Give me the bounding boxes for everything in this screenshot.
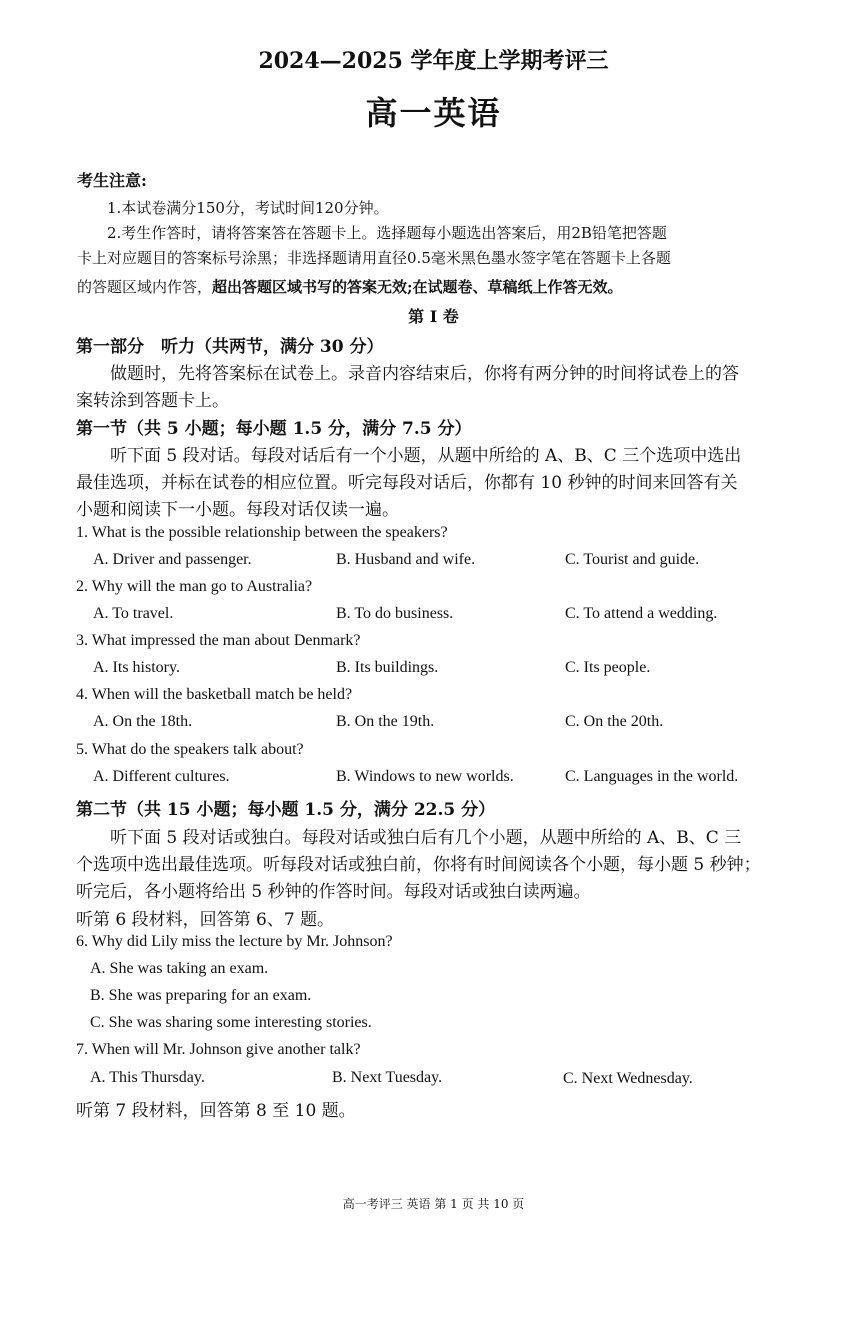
question-1-option-c: C. Tourist and guide. bbox=[565, 551, 700, 568]
question-6-option-a: A. She was taking an exam. bbox=[90, 960, 269, 977]
question-2-option-c: C. To attend a wedding. bbox=[565, 605, 718, 622]
notice-item-2-line-1: 2.考生作答时，请将答案答在答题卡上。选择题每小题选出答案后，用2B铅笔把答题 bbox=[107, 224, 667, 242]
material-7-instruction: 听第 7 段材料，回答第 8 至 10 题。 bbox=[76, 1101, 356, 1121]
question-1: 1. What is the possible relationship between the speakers? bbox=[76, 524, 448, 541]
notice-item-2-line-2: 卡上对应题目的答案标号涂黑；非选择题请用直径0.5毫米黑色墨水签字笔在答题卡上各题 bbox=[77, 249, 671, 267]
section2-intro-line-3: 听完后，各小题将给出 5 秒钟的作答时间。每段对话或独白读两遍。 bbox=[76, 882, 591, 902]
section2-intro-line-2: 个选项中选出最佳选项。听每段对话或独白前，你将有时间阅读各个小题，每小题 5 秒钟； bbox=[76, 855, 761, 875]
question-3-option-b: B. Its buildings. bbox=[336, 659, 439, 676]
volume-label: 第 I 卷 bbox=[408, 307, 459, 326]
section1-heading: 第一节（共 5 小题；每小题 1.5 分，满分 7.5 分） bbox=[76, 419, 472, 439]
question-7-option-c: C. Next Wednesday. bbox=[563, 1070, 693, 1087]
question-7-option-a: A. This Thursday. bbox=[90, 1069, 205, 1086]
notice-line-3-bold: 超出答题区域书写的答案无效;在试题卷、草稿纸上作答无效。 bbox=[212, 278, 623, 296]
question-2-option-b: B. To do business. bbox=[336, 605, 454, 622]
question-1-option-a: A. Driver and passenger. bbox=[93, 551, 252, 568]
question-1-option-b: B. Husband and wife. bbox=[336, 551, 476, 568]
question-6-option-b: B. She was preparing for an exam. bbox=[90, 987, 312, 1004]
notice-item-1: 1.本试卷满分150分，考试时间120分钟。 bbox=[107, 199, 389, 217]
notice-item-2-line-3 bbox=[77, 276, 623, 297]
question-4-option-c: C. On the 20th. bbox=[565, 713, 664, 730]
section2-heading: 第二节（共 15 小题；每小题 1.5 分，满分 22.5 分） bbox=[76, 800, 496, 820]
part1-intro-line-1: 做题时，先将答案标在试卷上。录音内容结束后，你将有两分钟的时间将试卷上的答 bbox=[110, 364, 739, 384]
question-6-option-c: C. She was sharing some interesting stories. bbox=[90, 1014, 372, 1031]
section1-intro-line-2: 最佳选项，并标在试卷的相应位置。听完每段对话后，你都有 10 秒钟的时间来回答有关 bbox=[76, 473, 738, 493]
section2-intro-line-1: 听下面 5 段对话或独白。每段对话或独白后有几个小题，从题中所给的 A、B、C 三 bbox=[110, 828, 742, 848]
question-6: 6. Why did Lily miss the lecture by Mr. Johnson? bbox=[76, 933, 393, 950]
question-3-option-a: A. Its history. bbox=[93, 659, 180, 676]
part1-heading: 第一部分 听力（共两节，满分 30 分） bbox=[76, 337, 384, 357]
page-footer: 高一考评三 英语 第 1 页 共 10 页 bbox=[342, 1197, 525, 1211]
question-4: 4. When will the basketball match be held? bbox=[76, 686, 353, 703]
section1-intro-line-1: 听下面 5 段对话。每段对话后有一个小题，从题中所给的 A、B、C 三个选项中选出 bbox=[110, 446, 742, 466]
notice-heading: 考生注意: bbox=[77, 171, 147, 190]
question-3-option-c: C. Its people. bbox=[565, 659, 651, 676]
question-5-option-b: B. Windows to new worlds. bbox=[336, 768, 514, 785]
question-5: 5. What do the speakers talk about? bbox=[76, 741, 304, 758]
notice-line-3-plain: 的答题区域内作答， bbox=[77, 278, 213, 296]
exam-title: 2024—2025 学年度上学期考评三 bbox=[258, 48, 609, 74]
question-7: 7. When will Mr. Johnson give another talk? bbox=[76, 1041, 361, 1058]
question-5-option-c: C. Languages in the world. bbox=[565, 768, 739, 785]
question-3: 3. What impressed the man about Denmark? bbox=[76, 632, 361, 649]
material-6-instruction: 听第 6 段材料，回答第 6、7 题。 bbox=[76, 910, 335, 930]
exam-subject: 高一英语 bbox=[365, 94, 502, 132]
question-5-option-a: A. Different cultures. bbox=[93, 768, 230, 785]
question-7-option-b: B. Next Tuesday. bbox=[332, 1069, 443, 1086]
question-4-option-b: B. On the 19th. bbox=[336, 713, 435, 730]
question-4-option-a: A. On the 18th. bbox=[93, 713, 193, 730]
section1-intro-line-3: 小题和阅读下一小题。每段对话仅读一遍。 bbox=[76, 500, 399, 520]
question-2: 2. Why will the man go to Australia? bbox=[76, 578, 313, 595]
part1-intro-line-2: 案转涂到答题卡上。 bbox=[76, 391, 229, 411]
question-2-option-a: A. To travel. bbox=[93, 605, 174, 622]
